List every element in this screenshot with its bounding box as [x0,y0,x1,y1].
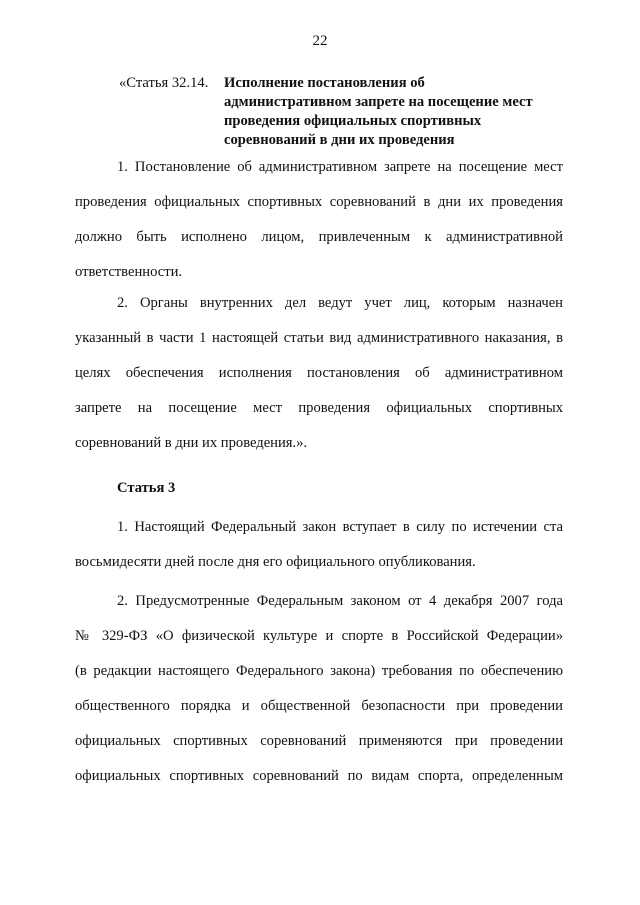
paragraph-line: 1. Настоящий Федеральный закон вступает в силу по истечении ста [117,519,563,535]
article-3-heading: Статья 3 [117,480,176,496]
paragraph-line: запрете на посещение мест проведения официальных спортивных [75,400,563,416]
paragraph-line: № 329-ФЗ «О физической культуре и спорте в Российской Федерации» [75,628,563,644]
paragraph-line: проведения официальных спортивных соревнований в дни их проведения [75,194,563,210]
paragraph-line: указанный в части 1 настоящей статьи вид административного наказания, в [75,330,563,346]
article-title-line: соревнований в дни их проведения [224,132,455,148]
article-title-line: проведения официальных спортивных [224,113,482,129]
article-title-line: административном запрете на посещение мест [224,94,533,110]
article-3-part-2 [75,584,563,794]
paragraph-line: восьмидесяти дней после дня его официального опубликования. [75,554,476,570]
article-32-14-part-1 [75,150,563,290]
article-32-14-title [224,74,574,150]
paragraph-line: 1. Постановление об административном запрете на посещение мест [117,159,563,175]
paragraph-line: официальных спортивных соревнований применяются при проведении [75,733,563,749]
article-title-line: Исполнение постановления об [224,75,425,91]
article-3-part-1 [75,510,563,580]
article-32-14-part-2 [75,286,563,461]
page-number: 22 [312,33,328,49]
paragraph-line: соревнований в дни их проведения.». [75,435,308,451]
paragraph-line: 2. Органы внутренних дел ведут учет лиц, которым назначен [117,295,563,311]
article-32-14-header [119,74,579,150]
paragraph-line: общественного порядка и общественной безопасности при проведении [75,698,563,714]
paragraph-line: (в редакции настоящего Федерального закона) требования по обеспечению [75,663,563,679]
article-32-14-label: «Статья 32.14. [119,75,209,91]
paragraph-line: 2. Предусмотренные Федеральным законом от 4 декабря 2007 года [117,593,563,609]
paragraph-line: ответственности. [75,264,183,280]
paragraph-line: целях обеспечения исполнения постановления об административном [75,365,563,381]
paragraph-line: официальных спортивных соревнований по видам спорта, определенным [75,768,563,784]
paragraph-line: должно быть исполнено лицом, привлеченным к административной [75,229,563,245]
